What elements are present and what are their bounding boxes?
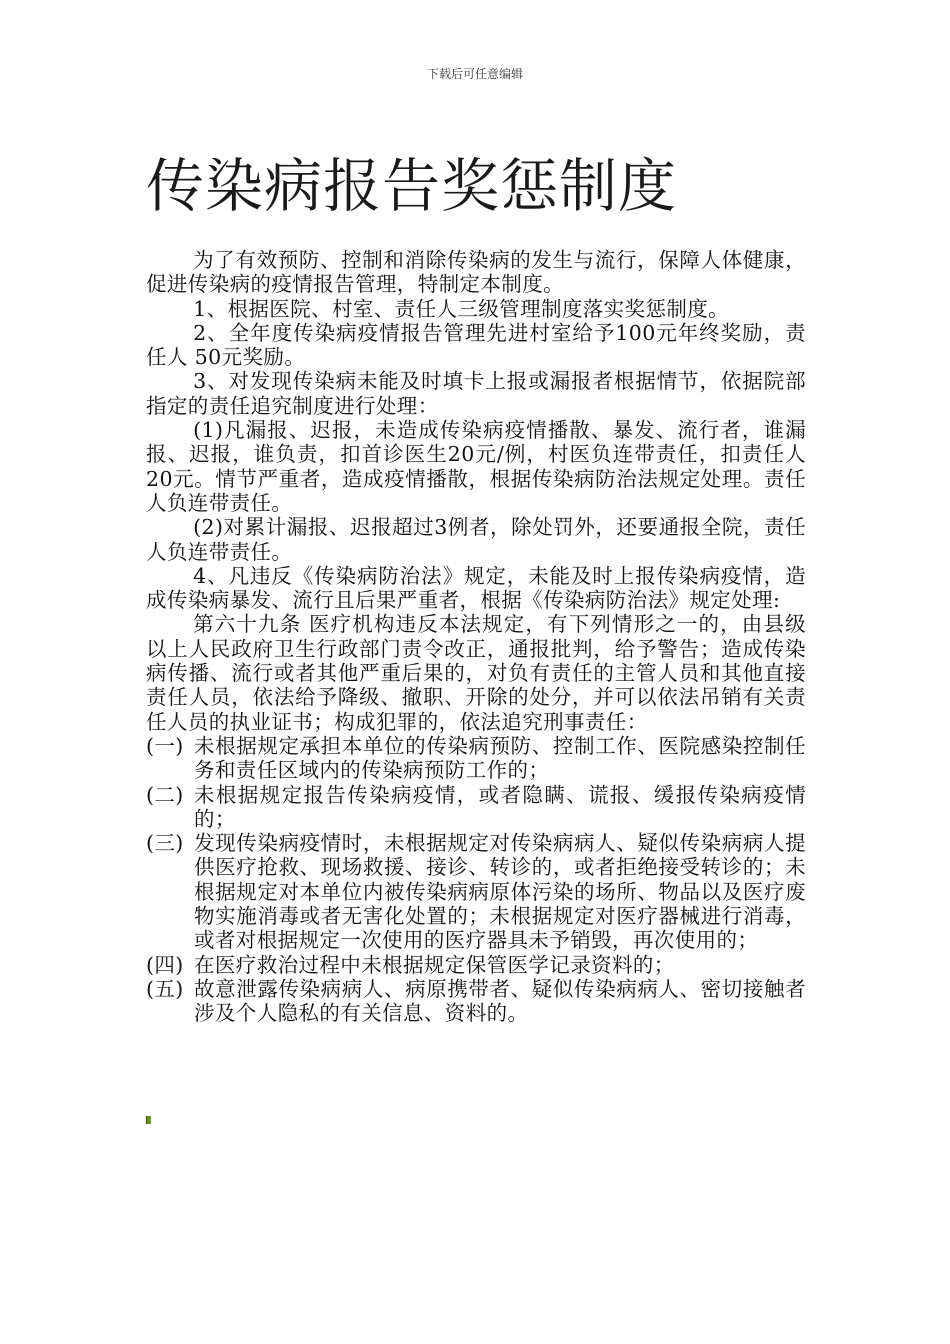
list-item-text: 未根据规定报告传染病疫情，或者隐瞒、谎报、缓报传染病疫情的； xyxy=(194,782,806,831)
list-item xyxy=(146,783,806,832)
list-item xyxy=(146,831,806,952)
list-item-text: 未根据规定承担本单位的传染病预防、控制工作、医院感染控制任务和责任区域内的传染病预防工作的； xyxy=(194,733,806,783)
rule-3-sub-1-paragraph: (1)凡漏报、迟报，未造成传染病疫情播散、暴发、流行者，谁漏报、迟报，谁负责，扣首诊医生20元/例，村医负连带责任，扣责任人20元。情节严重者，造成疫情播散，根据传染病防治法规定处理。责任人负连带责任。 xyxy=(146,418,806,515)
rule-4-paragraph: 4、凡违反《传染病防治法》规定，未能及时上报传染病疫情，造成传染病暴发、流行且后果严重者，根据《传染病防治法》规定处理: xyxy=(146,563,806,613)
list-item-marker: (五) xyxy=(146,976,184,1001)
document-title: 传染病报告奖惩制度 xyxy=(146,152,678,220)
list-item xyxy=(146,977,806,1026)
list-item xyxy=(146,734,806,783)
list-item-text: 在医疗救治过程中未根据规定保管医学记录资料的； xyxy=(194,952,675,977)
page-header-note: 下载后可任意编辑 xyxy=(426,67,523,81)
list-item-text: 故意泄露传染病病人、病原携带者、疑似传染病病人、密切接触者涉及个人隐私的有关信息、资料的。 xyxy=(194,976,806,1026)
rule-3-sub-2-paragraph: (2)对累计漏报、迟报超过3例者，除处罚外，还要通报全院，责任人负连带责任。 xyxy=(146,515,806,564)
rule-1-paragraph: 1、根据医院、村室、责任人三级管理制度落实奖惩制度。 xyxy=(193,296,730,321)
list-item-marker: (三) xyxy=(146,831,184,856)
list-item xyxy=(146,953,806,977)
list-item-marker: (二) xyxy=(146,782,184,807)
rule-3-paragraph: 3、对发现传染病未能及时填卡上报或漏报者根据情节，依据院部指定的责任追究制度进行处理： xyxy=(146,369,806,418)
rule-2-paragraph: 2、全年度传染病疫情报告管理先进村室给予100元年终奖励，责任人 50元奖励。 xyxy=(146,320,806,370)
article-69-paragraph: 第六十九条 医疗机构违反本法规定，有下列情形之一的，由县级以上人民政府卫生行政部门责令改正，通报批判，给予警告；造成传染病传播、流行或者其他严重后果的，对负有责任的主管人员和其他直接责任人员，依法给予降级、撤职、开除的处分，并可以依法吊销有关责任人员的执业证书；构成犯罪的，依法追究刑事责任： xyxy=(146,612,806,734)
list-item-marker: (四) xyxy=(146,952,184,977)
list-item-marker: (一) xyxy=(146,733,184,758)
intro-paragraph: 为了有效预防、控制和消除传染病的发生与流行，保障人体健康，促进传染病的疫情报告管理，特制定本制度。 xyxy=(146,248,806,297)
violation-list xyxy=(146,734,806,1026)
document-body xyxy=(146,248,806,1026)
list-item-text: 发现传染病疫情时，未根据规定对传染病病人、疑似传染病病人提供医疗抢救、现场救援、接诊、转诊的，或者拒绝接受转诊的；未根据规定对本单位内被传染病病原体污染的场所、物品以及医疗废物实施消毒或者无害化处置的；未根据规定对医疗器械进行消毒，或者对根据规定一次使用的医疗器具未予销毁，再次使用的； xyxy=(194,831,806,953)
page-end-marker xyxy=(146,1116,151,1124)
